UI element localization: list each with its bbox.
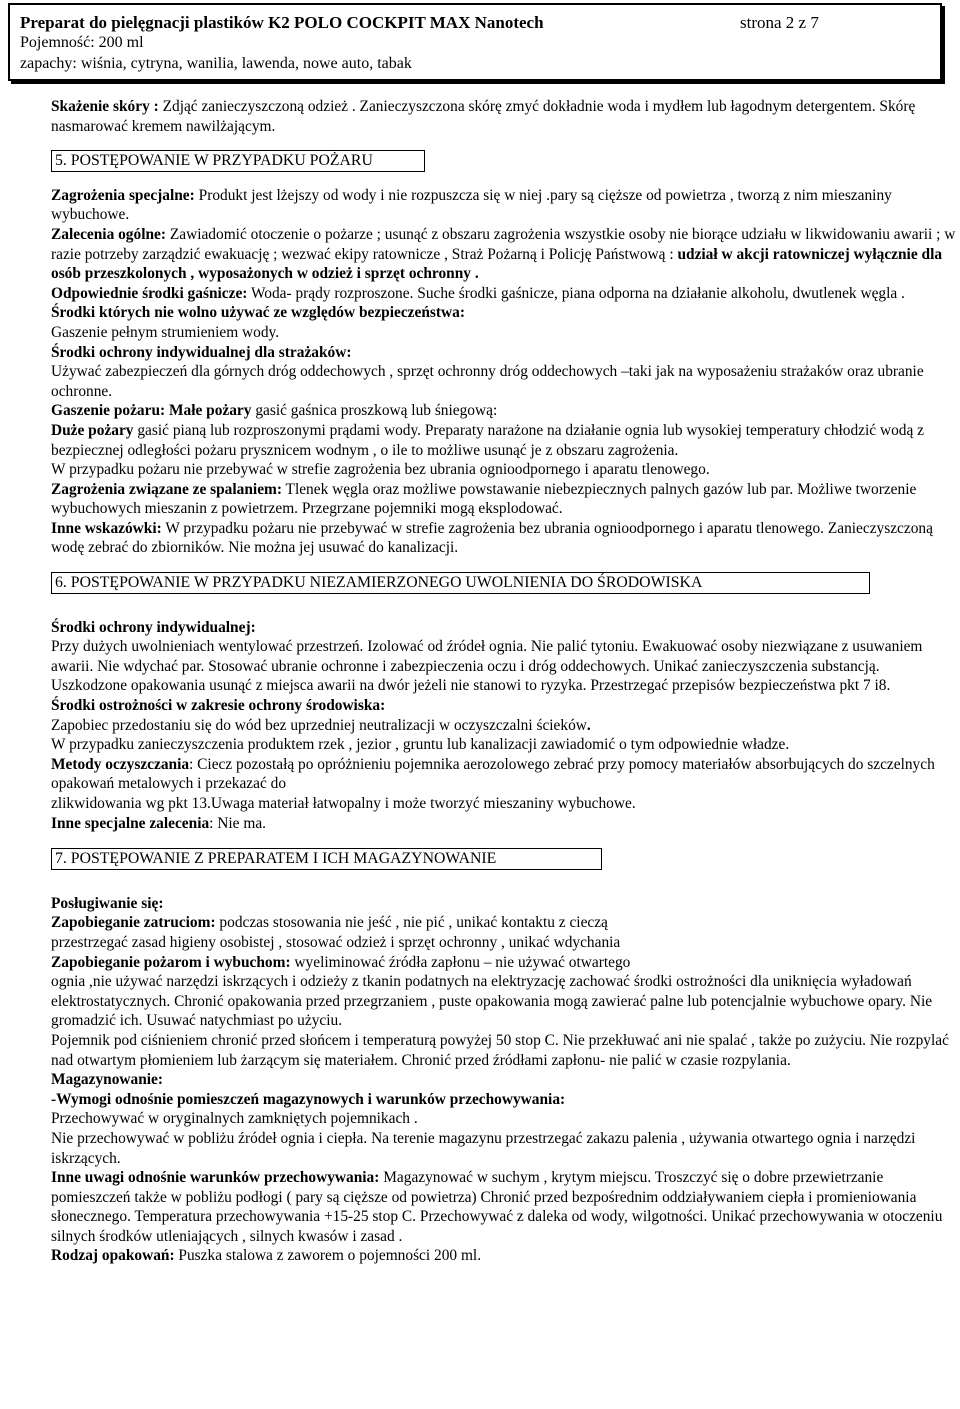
combustion-hazards-label: Zagrożenia związane ze spalaniem: [51,480,282,498]
special-hazards-text: Produkt jest lżejszy od wody i nie rozpuszcza się w niej .pary są cięższe od powietrza , tworzą z nim mieszaniny wybuchowe. [51,186,892,224]
no-protective-clothing-text: W przypadku pożaru nie przebywać w strefie zagrożenia bez ubrania ognioodpornego i aparatu tlenowego. [51,461,710,479]
firefighter-ppe-label [51,343,956,363]
personal-protection-text: Przy dużych uwolnieniach wentylować przestrzeń. Izolować od źródeł ognia. Nie palić tytoniu. Ewakuować osoby niezwiązane z usuwaniem awarii. Nie wdychać par. Stosować ubranie ochronne i zabezpieczenia oczu i dróg oddechowych. Unikać zanieczyszczenia substancją. Uszkodzone opakowania usunąć z miejsca awarii na dwór jeżeli nie stanowi to ryzyka. Przestrzegać przepisów bezpieczeństwa pkt 7 i8. [51,638,923,695]
general-recommendations-text: Zawiadomić otoczenie o pożarze ; usunąć z obszaru zagrożenia wszystkie osoby nie biorące udziału w likwidowaniu awarii ; w razie potrzeby zarządzić ewakuację ; wezwać ekipy ratownicze , Straż Pożarną i Policję Państwową : [51,225,956,263]
section-5-heading: 5. POSTĘPOWANIE W PRZYPADKU POŻARU [51,150,425,172]
environmental-precautions-label-text: Środki ostrożności w zakresie ochrony środowiska: [51,697,386,715]
product-title: Preparat do pielęgnacji plastików K2 POLO COCKPIT MAX Nanotech [20,13,544,32]
other-storage-label: Inne uwagi odnośnie warunków przechowywania: [51,1169,380,1187]
skin-contamination-paragraph [51,97,956,136]
other-special-recommendations-text: : Nie ma. [209,814,267,832]
skin-contamination-text: Zdjąć zanieczyszczoną odzież . Zanieczyszczona skórę zmyć dokładnie woda i mydłem lub łagodnym detergentem. Skórę nasmarować kremem nawilżającym. [51,98,916,135]
storage-requirements-label [51,1090,956,1110]
packaging-label: Rodzaj opakowań: [51,1247,175,1265]
forbidden-media-label [51,303,956,323]
special-hazards-label: Zagrożenia specjalne: [51,186,195,204]
cleaning-methods-label: Metody oczyszczania [51,755,190,773]
poisoning-prevention-paragraph [51,913,956,933]
firefighter-ppe-text: Używać zabezpieczeń dla górnych dróg oddechowych , sprzęt ochronny dróg oddechowych –taki jak na wyposażeniu strażaków oraz ubranie ochronne. [51,363,924,400]
special-hazards-paragraph [51,186,956,225]
fire-prevention-paragraph [51,953,956,973]
large-fires-label: Duże pożary [51,421,134,439]
extinguishing-media-label: Odpowiednie środki gaśnicze: [51,284,248,302]
other-special-recommendations-label: Inne specjalne zalecenia [51,814,210,832]
skin-contamination-label: Skażenie skóry : [51,98,159,115]
large-fires-paragraph [51,421,956,460]
fire-prevention-text: wyeliminować źródła zapłonu – nie używać otwartego [290,953,631,971]
extinguishing-media-paragraph [51,284,956,304]
large-fires-text: gasić pianą lub rozproszonymi prądami wody. Preparaty narażone na działanie ognia lub wysokiej temperatury chłodzić wodą z bezpiecznej odległości pożaru prysznicem wodnym , o ile to możliwe usunąć je z obszaru zagrożenia. [51,421,924,459]
page-number: strona 2 z 7 [740,13,819,32]
poisoning-prevention-text: podczas stosowania nie jeść , nie pić , unikać kontaktu z cieczą [215,914,608,932]
poisoning-prevention-text-2: przestrzegać zasad higieny osobistej , stosować odzież i sprzęt ochronny , unikać wdychania [51,933,621,951]
storage-requirements-text-2: Nie przechowywać w pobliżu źródeł ognia i ciepła. Na terenie magazynu przestrzegać zakazu palenia , używania otwartego ognia i narzędzi iskrzących. [51,1129,916,1167]
personal-protection-label [51,618,956,638]
fire-prevention-label: Zapobieganie pożarom i wybuchom: [51,953,291,971]
document-body [51,97,956,1266]
poisoning-prevention-label: Zapobieganie zatruciom: [51,914,216,932]
handling-label [51,894,956,914]
cleaning-methods-paragraph [51,755,956,794]
firefighter-ppe-label-text: Środki ochrony indywidualnej dla strażaków: [51,343,352,361]
storage-label [51,1070,956,1090]
section-6-heading: 6. POSTĘPOWANIE W PRZYPADKU NIEZAMIERZONEGO UWOLNIENIA DO ŚRODOWISKA [51,572,870,594]
fire-prevention-text-2: ognia ,nie używać narzędzi iskrzących i odzieży z tkanin podatnych na elektryzację zachować środki ostrożności dla uniknięcia wyładowań elektrostatycznych. Chronić opakowania przed przegrzaniem , puste opakowania mogą zawierać palne lub potencjalnie wybuchowe opary. Nie gromadzić ich. Usuwać natychmiast po użyciu. [51,973,933,1030]
forbidden-media-label-text: Środki których nie wolno używać ze względów bezpieczeństwa: [51,304,465,322]
packaging-text: Puszka stalowa z zaworem o pojemności 200 ml. [174,1247,482,1265]
document-header [8,3,942,81]
storage-label-text: Magazynowanie: [51,1071,163,1089]
contamination-notice-text: W przypadku zanieczyszczenia produktem rzek , jezior , gruntu lub kanalizacji zawiadomić o tym odpowiednie władze. [51,736,790,754]
extinguishing-media-text: Woda- prądy rozproszone. Suche środki gaśnicze, piana odporna na działanie alkoholu, dwutlenek węgla . [247,284,905,302]
environmental-precautions-dot: . [586,716,591,734]
personal-protection-label-text: Środki ochrony indywidualnej: [51,618,256,636]
other-special-recommendations-paragraph [51,814,956,834]
general-recommendations-label: Zalecenia ogólne: [51,225,166,243]
environmental-precautions-text: Zapobiec przedostaniu się do wód bez uprzedniej neutralizacji w oczyszczalni ścieków [51,716,587,734]
section-7-heading: 7. POSTĘPOWANIE Z PREPARATEM I ICH MAGAZYNOWANIE [51,848,602,870]
forbidden-media-text: Gaszenie pełnym strumieniem wody. [51,323,280,341]
other-storage-paragraph [51,1168,956,1246]
other-storage-text: Magazynować w suchym , krytym miejscu. Troszczyć się o dobre przewietrzanie pomieszczeń także w pobliżu podłogi ( pary są cięższe od powietrza) Chronić przed bezpośrednim oddziaływaniem ciepła i promieniowania słonecznego. Temperatura przechowywania +15-25 stop C. Przechowywać z daleka od wody, wilgotności. Unikać przechowywania w otoczeniu silnych środków utleniających , silnych kwasów i zasad . [51,1169,943,1245]
other-guidance-paragraph [51,519,956,558]
general-recommendations-paragraph [51,225,956,284]
storage-requirements-text: Przechowywać w oryginalnych zamkniętych pojemnikach . [51,1110,418,1128]
environmental-precautions-paragraph [51,716,956,736]
cleaning-disposal-text: zlikwidowania wg pkt 13.Uwaga materiał łatwopalny i może tworzyć mieszaniny wybuchowe. [51,795,636,812]
combustion-hazards-text: Tlenek węgla oraz możliwe powstawanie niebezpiecznych palnych gazów lub par. Możliwe tworzenie wybuchowych mieszanin z powietrzem. Przegrzane pojemniki mogą eksplodować. [51,480,917,518]
environmental-precautions-label [51,696,956,716]
combustion-hazards-paragraph [51,480,956,519]
general-recommendations-bold: udział w akcji ratowniczej wyłącznie dla osób przeszkolonych , wyposażonych w odzież i sprzęt ochronny . [51,245,943,283]
handling-label-text: Posługiwanie się: [51,894,164,912]
product-scents: zapachy: wiśnia, cytryna, wanilia, lawenda, nowe auto, tabak [20,55,412,72]
pressurized-container-text: Pojemnik pod ciśnieniem chronić przed słońcem i temperaturą powyżej 50 stop C. Nie przekłuwać ani nie spalać , także po zużyciu. Nie rozpylać nad otwartym płomieniem lub żarzącym się materiałem. Chronić przed źródłami zapłonu- nie palić w czasie rozpylania. [51,1031,949,1069]
other-guidance-text: W przypadku pożaru nie przebywać w strefie zagrożenia bez ubrania ognioodpornego i aparatu tlenowego. Zanieczyszczoną wodę zebrać do zbiorników. Nie można jej usuwać do kanalizacji. [51,519,933,557]
product-capacity: Pojemność: 200 ml [20,34,144,51]
other-guidance-label: Inne wskazówki: [51,519,162,537]
extinguishing-paragraph [51,401,956,421]
extinguishing-text: gasić gaśnica proszkową lub śniegową: [251,402,498,420]
packaging-paragraph [51,1246,956,1266]
storage-requirements-label-text: -Wymogi odnośnie pomieszczeń magazynowych i warunków przechowywania: [51,1090,566,1108]
cleaning-methods-text: : Ciecz pozostałą po opróżnieniu pojemnika aerozolowego zebrać przy pomocy materiałów absorbujących do szczelnych opakowań metalowych i przekazać do [51,755,935,793]
extinguishing-label: Gaszenie pożaru: Małe pożary [51,402,252,420]
